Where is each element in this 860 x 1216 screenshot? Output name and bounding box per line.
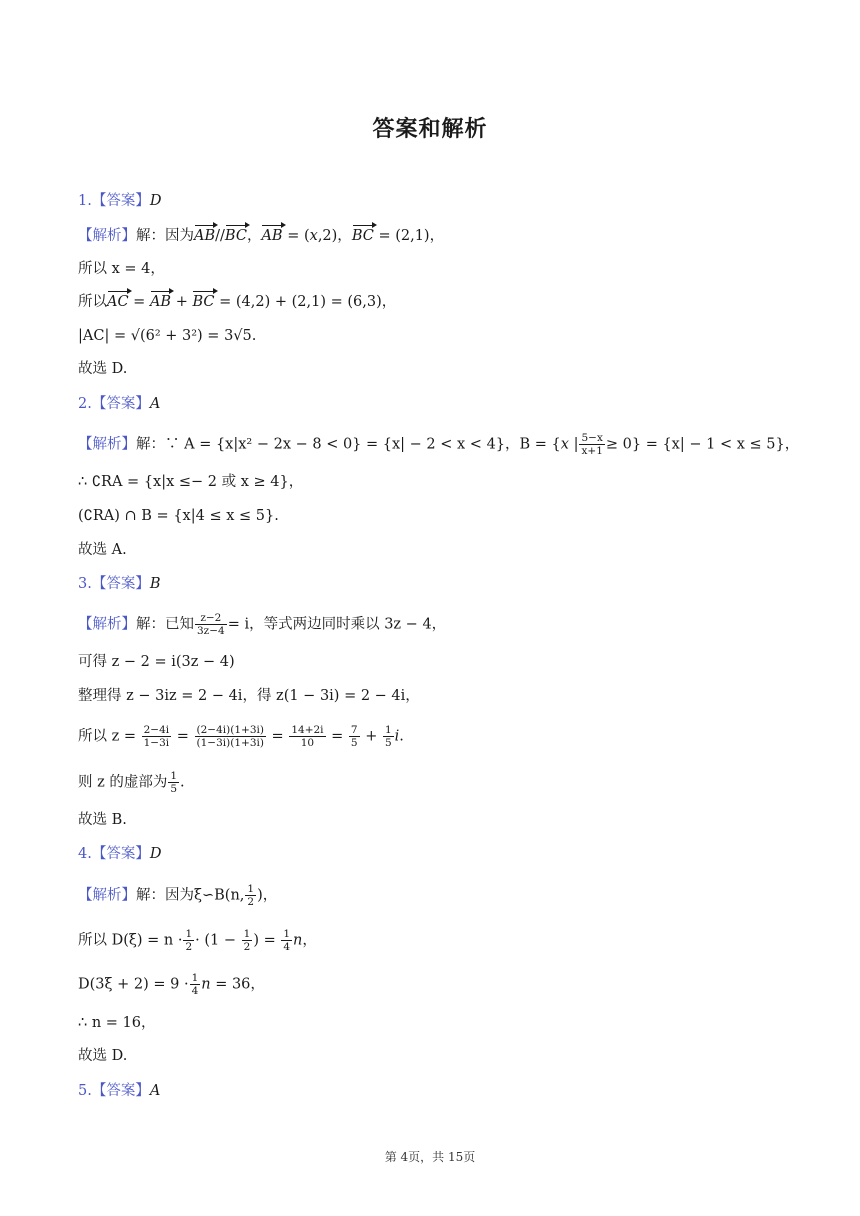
q3-analysis-line-5: 则 z 的虚部为 $\frac{1}{5}$ .: [78, 770, 185, 795]
q2-text-1b: = {x| − 1 < x ≤ 5}，: [645, 436, 800, 453]
q2-analysis-line-1: 【解析】解：∵ A = {x|x² − 2x − 8 < 0} = {x| − 2 < x < 4}，B = {x | $\frac{5-x}{x+1}$ ≥ 0} = {x| − 1 < x ≤ 5}，: [78, 432, 800, 457]
q2-analysis-line-2: ∴ ∁RA = {x|x ≤− 2 或 x ≥ 4}，: [78, 474, 304, 490]
q5-answer-line: [78, 1081, 160, 1101]
q3-answer-tag: 【答案】: [91, 576, 150, 592]
q3-analysis-tag: 【解析】: [78, 616, 136, 633]
q3-answer: B: [149, 576, 161, 592]
q2-number: 2.: [78, 396, 92, 412]
q5-answer-tag: 【答案】: [91, 1083, 150, 1099]
q4-analysis-line-2: 所以 D(ξ) = n · $\frac{1}{2}$ · (1 − $\frac{1}{2}$ ) = $\frac{1}{4}$ n，: [78, 928, 317, 953]
q5-answer: A: [149, 1083, 161, 1099]
q4-answer-tag: 【答案】: [91, 846, 150, 862]
q2-analysis-line-3: (∁RA) ∩ B = {x|4 ≤ x ≤ 5}.: [78, 508, 279, 524]
q4-analysis-line-4: ∴ n = 16，: [78, 1015, 156, 1031]
page-footer: 第 4页，共 15页: [384, 1150, 476, 1164]
q4-number: 4.: [78, 846, 92, 862]
q3-analysis-line-6: 故选 B.: [78, 812, 127, 828]
q1-analysis-tag: 【解析】: [78, 228, 136, 244]
q1-analysis-line-2: 所以 x = 4，: [78, 261, 165, 277]
q4-answer-line: [78, 844, 161, 864]
q1-text-3: 所以: [78, 294, 107, 310]
q4-text-1: 解：因为ξ∽B(n,: [136, 887, 245, 904]
q3-text-5a: 则 z 的虚部为: [78, 774, 168, 791]
q3-analysis-line-3: 整理得 z − 3iz = 2 − 4i，得 z(1 − 3i) = 2 − 4i，: [78, 688, 420, 704]
q5-number: 5.: [78, 1083, 92, 1099]
q1-analysis-line-3: 所以AC = AB + BC = (4,2) + (2,1) = (6,3)，: [78, 294, 397, 310]
q4-analysis-line-1: 【解析】解：因为ξ∽B(n, $\frac{1}{2}$ )，: [78, 883, 278, 908]
q4-answer: D: [149, 846, 162, 862]
q1-number: 1.: [78, 193, 92, 209]
q2-text-1: 解：∵ A = {x|x² − 2x − 8 < 0} = {x| − 2 < x < 4}，B =: [136, 436, 547, 453]
q1-analysis-line-4: |AC| = √(6² + 3²) = 3√5.: [78, 328, 257, 344]
q3-text-4a: 所以 z =: [78, 728, 137, 745]
q3-answer-line: [78, 574, 161, 594]
q4-text-3a: D(3ξ + 2) = 9 ·: [78, 976, 189, 993]
q4-text-2a: 所以 D(ξ) = n ·: [78, 932, 183, 949]
q2-answer: A: [149, 396, 161, 412]
q4-analysis-tag: 【解析】: [78, 887, 136, 904]
q3-analysis-line-1: 【解析】解：已知 $\frac{z-2}{3z-4}$ = i，等式两边同时乘以 3z − 4，: [78, 612, 447, 637]
q2-answer-tag: 【答案】: [91, 396, 150, 412]
q3-text-1b: = i，等式两边同时乘以 3z − 4，: [227, 616, 447, 633]
q1-answer-line: [78, 191, 161, 211]
q1-answer-tag: 【答案】: [91, 193, 150, 209]
q1-analysis-line-1: 【解析】解：因为AB//BC，AB = (x,2)，BC = (2,1)，: [78, 228, 445, 244]
q2-analysis-line-4: 故选 A.: [78, 542, 127, 558]
q3-analysis-line-2: 可得 z − 2 = i(3z − 4): [78, 654, 235, 670]
q3-analysis-line-4: 所以 z = $\frac{2-4i}{1-3i}$ = $\frac{(2-4i)(1+3i)}{(1-3i)(1+3i)}$ = $\frac{14+2i}{10}$ = $\frac{7}{5}$ + $\frac{1}{5}$ i.: [78, 724, 404, 749]
q2-answer-line: [78, 394, 160, 414]
q1-answer: D: [149, 193, 162, 209]
q4-analysis-line-5: 故选 D.: [78, 1048, 128, 1064]
q2-analysis-tag: 【解析】: [78, 436, 136, 453]
q3-number: 3.: [78, 576, 92, 592]
q4-analysis-line-3: D(3ξ + 2) = 9 · $\frac{1}{4}$ n = 36，: [78, 972, 265, 997]
q3-text-1a: 解：已知: [136, 616, 194, 633]
q1-analysis-line-5: 故选 D.: [78, 361, 128, 377]
q1-text: 解：因为: [136, 228, 194, 244]
page-title: 答案和解析: [372, 117, 488, 142]
